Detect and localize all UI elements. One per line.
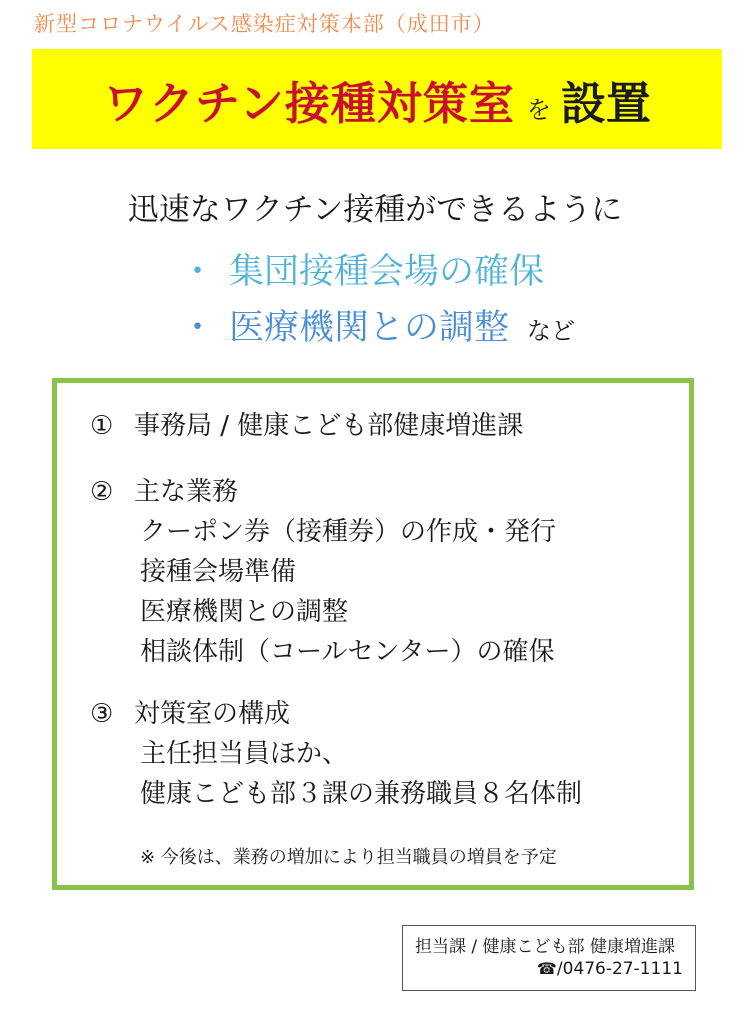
bullet-item — [180, 244, 544, 294]
contact-box — [402, 925, 696, 991]
section-number: ② — [90, 477, 114, 507]
section-line: 医療機関との調整 — [140, 597, 349, 627]
banner-title-action: 設置 — [560, 76, 651, 130]
bullet-mark: ・ — [180, 308, 216, 348]
contact-phone-number: /0476-27-1111 — [556, 959, 683, 979]
contact-department: 担当課 / 健康こども部 健康増進課 — [415, 937, 675, 957]
banner-title-main: ワクチン接種対策室 — [103, 76, 515, 130]
bullet-suffix: など — [527, 317, 576, 345]
section-number: ① — [90, 411, 114, 441]
bullet-item — [180, 300, 575, 350]
section-line: 主任担当員ほか、 — [140, 739, 349, 769]
section-line: 健康こども部３課の兼務職員８名体制 — [140, 779, 583, 809]
section-structure — [90, 694, 582, 814]
lead-text: 迅速なワクチン接種ができるように — [127, 192, 623, 228]
section-heading: 対策室の構成 — [134, 699, 291, 729]
section-line: 相談体制（コールセンター）の確保 — [140, 637, 555, 667]
telephone-icon: ☎ — [536, 959, 557, 978]
banner-title-particle: を — [526, 95, 551, 124]
section-number: ③ — [90, 699, 114, 729]
organization-header: 新型コロナウイルス感染症対策本部（成田市） — [34, 12, 495, 36]
bullet-text: 集団接種会場の確保 — [229, 252, 545, 292]
note-text: ※ 今後は、業務の増加により担当職員の増員を予定 — [140, 847, 557, 868]
section-office — [90, 406, 523, 446]
section-line: 接種会場準備 — [140, 557, 297, 587]
section-heading: 主な業務 — [134, 477, 239, 507]
section-heading: 事務局 / 健康こども部健康増進課 — [134, 411, 524, 441]
section-duties — [90, 472, 556, 672]
contact-phone — [415, 959, 683, 979]
section-line: クーポン券（接種券）の作成・発行 — [140, 517, 557, 547]
bullet-mark: ・ — [180, 252, 216, 292]
title-banner — [32, 49, 722, 149]
bullet-text: 医療機関との調整 — [229, 308, 510, 348]
